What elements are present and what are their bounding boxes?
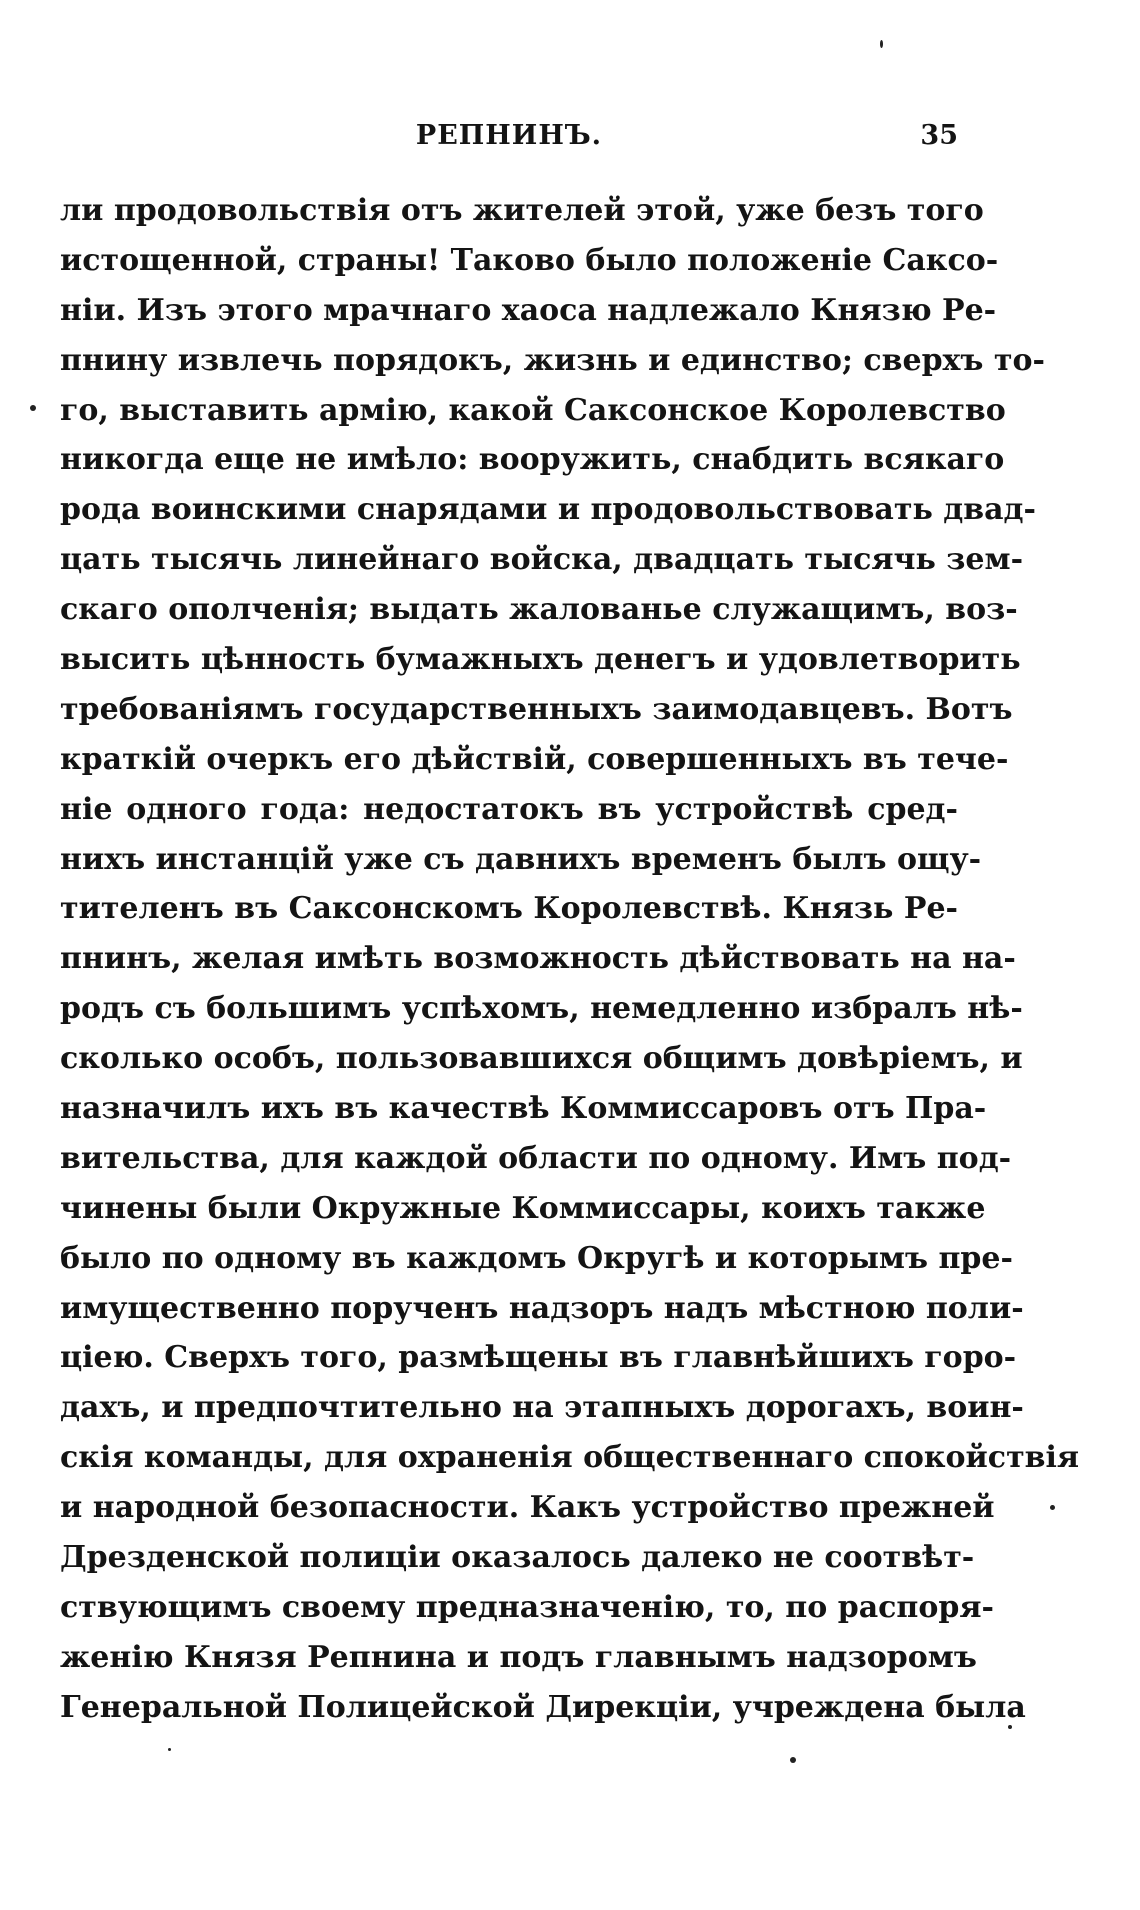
text-line: ли продовольствія отъ жителей этой, уже безъ того — [60, 193, 984, 228]
text-line: ствующимъ своему предназначенію, то, по распоря- — [60, 1589, 994, 1625]
text-line: цать тысячь линейнаго войска, двадцать тысячь зем- — [60, 542, 1024, 578]
scan-speck — [1008, 1725, 1012, 1729]
text-line: назначилъ ихъ въ качествѣ Коммиссаровъ отъ Пра- — [60, 1091, 987, 1127]
text-line: тителенъ въ Саксонскомъ Королевствѣ. Князь Ре- — [60, 891, 958, 927]
text-line: го, выставить армію, какой Саксонское Королевство — [60, 392, 1006, 428]
text-line: сколько особъ, пользовавшихся общимъ довѣріемъ, и — [60, 1041, 1023, 1077]
body-text — [60, 186, 1080, 1733]
text-line: вительства, для каждой области по одному. Имъ под- — [60, 1140, 1012, 1176]
scan-speck — [790, 1757, 796, 1763]
text-line: рода воинскими снарядами и продовольствовать двад- — [60, 492, 1036, 528]
text-line: имущественно порученъ надзоръ надъ мѣстною поли- — [60, 1290, 1024, 1326]
text-line: и народной безопасности. Какъ устройство прежней — [60, 1490, 995, 1526]
text-line: было по одному въ каждомъ Округѣ и которымъ пре- — [60, 1240, 1013, 1276]
text-line: ніи. Изъ этого мрачнаго хаоса надлежало Князю Ре- — [60, 292, 997, 328]
scan-speck — [1050, 1505, 1055, 1510]
text-line: ніе одного года: недостатокъ въ устройствѣ сред- — [60, 791, 958, 827]
text-line: пнинъ, желая имѣть возможность дѣйствовать на на- — [60, 941, 1016, 977]
scan-speck — [30, 405, 36, 411]
scan-speck — [168, 1748, 171, 1751]
text-line: скаго ополченія; выдать жалованье служащимъ, воз- — [60, 592, 1018, 628]
scan-speck — [880, 40, 883, 48]
text-line: требованіямъ государственныхъ заимодавцевъ. Вотъ — [60, 691, 1013, 727]
text-line: истощенной, страны! Таково было положеніе Саксо- — [60, 242, 999, 278]
text-line: дахъ, и предпочтительно на этапныхъ дорогахъ, воин- — [60, 1390, 1024, 1426]
text-line: чинены были Окружные Коммиссары, коихъ также — [60, 1190, 986, 1226]
text-line: нихъ инстанцій уже съ давнихъ временъ былъ ощу- — [60, 841, 982, 877]
text-line: никогда еще не имѣло: вооружить, снабдить всякаго — [60, 442, 1005, 478]
text-line: скія команды, для охраненія общественнаго спокойствія — [60, 1440, 1080, 1476]
text-line: пнину извлечь порядокъ, жизнь и единство; сверхъ то- — [60, 342, 1045, 378]
text-line: краткій очеркъ его дѣйствій, совершенныхъ въ тече- — [60, 741, 1009, 777]
page-number: 35 — [920, 120, 958, 151]
text-line: ціею. Сверхъ того, размѣщены въ главнѣйшихъ горо- — [60, 1340, 1017, 1376]
text-line: Генеральной Полицейской Дирекціи, учреждена была — [60, 1689, 1026, 1725]
text-line: Дрезденской полиціи оказалось далеко не соотвѣт- — [60, 1540, 975, 1576]
text-line: родъ съ большимъ успѣхомъ, немедленно избралъ нѣ- — [60, 991, 1023, 1027]
text-line: высить цѣнность бумажныхъ денегъ и удовлетворить — [60, 642, 1021, 678]
text-line: женію Князя Репнина и подъ главнымъ надзоромъ — [60, 1639, 977, 1675]
running-title: РЕПНИНЪ. — [415, 120, 603, 151]
page-header — [60, 120, 958, 164]
